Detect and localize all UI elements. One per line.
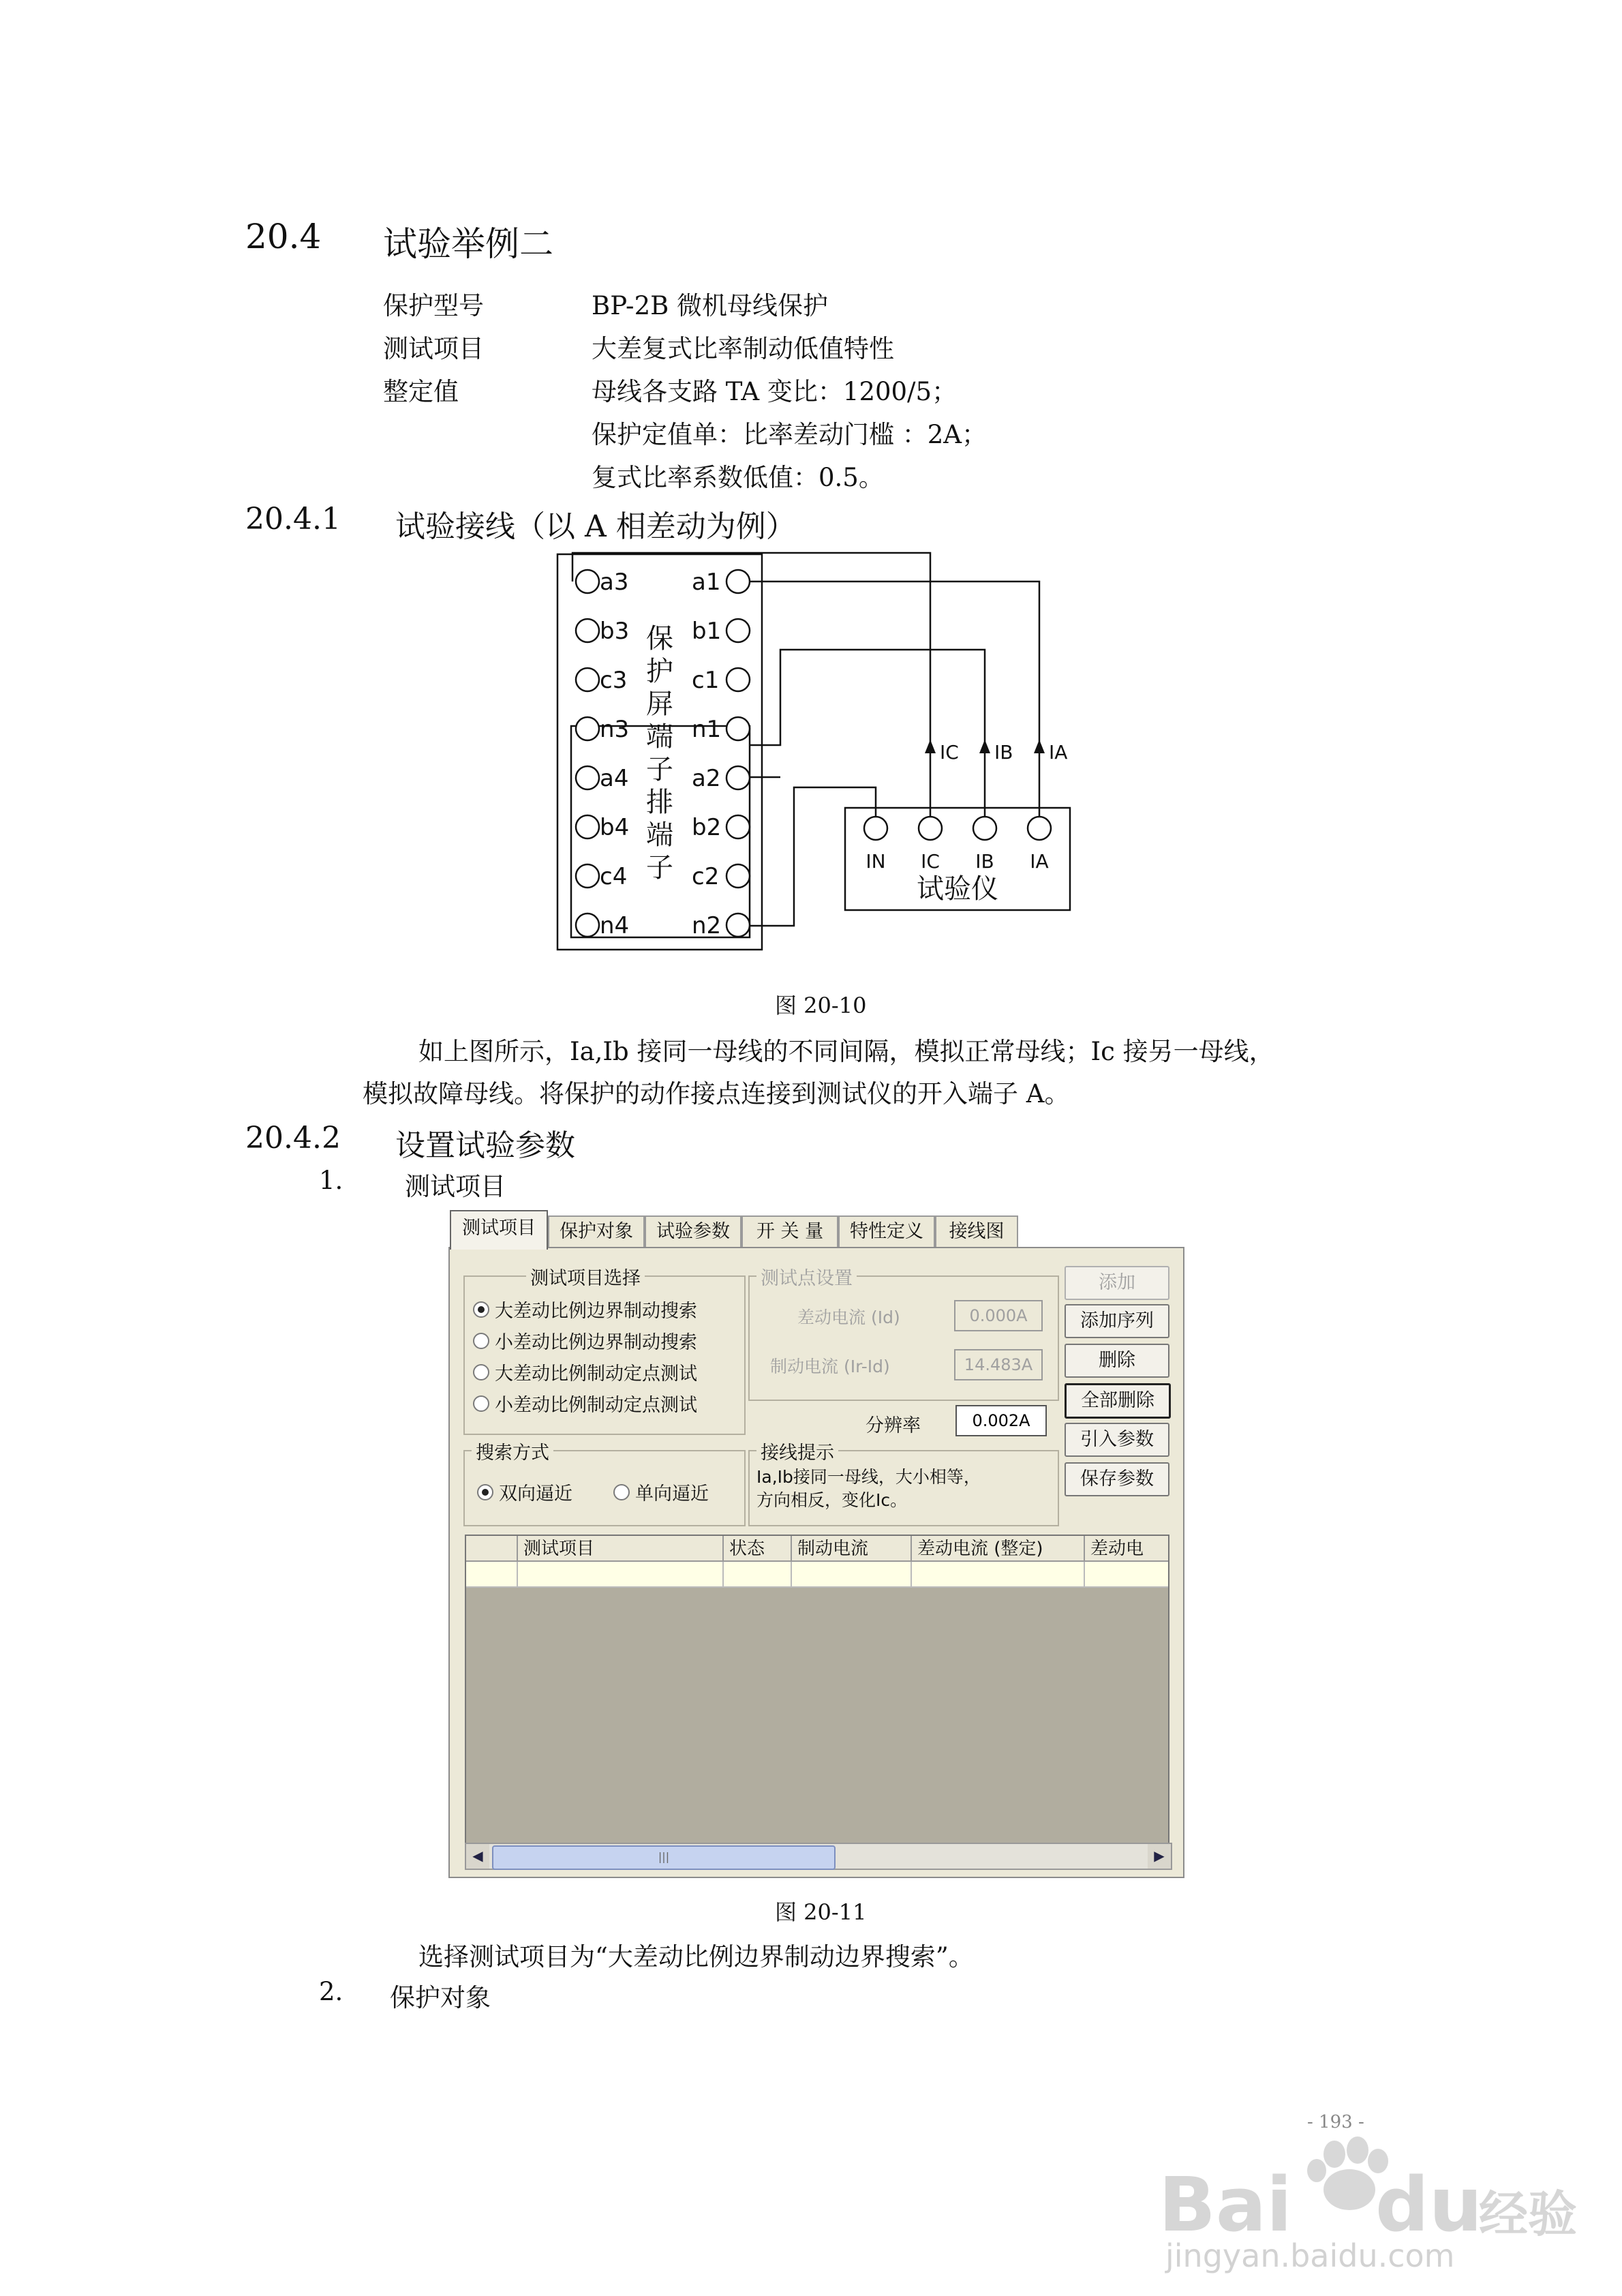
spec-setting-line1: 母线各支路 TA 变比：1200/5；: [592, 377, 958, 406]
add-button[interactable]: 添加: [1065, 1266, 1169, 1300]
diff-current-field[interactable]: 0.000A: [954, 1300, 1043, 1331]
subsection-2-title: 设置试验参数: [395, 1128, 575, 1163]
radio-small-diff-point[interactable]: [473, 1390, 697, 1417]
section-title: 试验举例二: [383, 224, 553, 264]
figure-caption-1: 图 20-10: [775, 993, 867, 1018]
table-row-cell[interactable]: [466, 1562, 518, 1588]
watermark-url: jingyan.baidu.com: [1165, 2237, 1455, 2274]
radio-dot: [473, 1333, 489, 1349]
resolution-field[interactable]: 0.002A: [955, 1405, 1047, 1436]
save-params-button[interactable]: 保存参数: [1065, 1462, 1169, 1496]
terminal-circle: [576, 913, 599, 937]
table-row-cell[interactable]: [1085, 1562, 1169, 1588]
restraint-current-field[interactable]: 14.483A: [954, 1349, 1043, 1380]
radio-label: 小差动比例边界制动搜索: [495, 1332, 697, 1353]
spec-model-label: 保护型号: [383, 291, 484, 320]
spec-setting-label: 整定值: [383, 377, 459, 406]
subsection-2-number: 20.4.2: [245, 1121, 341, 1155]
table-row-cell[interactable]: [518, 1562, 724, 1588]
terminal-circle: [726, 619, 750, 642]
resolution-label: 分辨率: [866, 1415, 921, 1436]
panel-label-char: 护: [646, 656, 673, 687]
radio-dot: [477, 1484, 493, 1500]
step-1-number: 1.: [319, 1166, 343, 1195]
column-header-restraint-current[interactable]: 制动电流: [792, 1536, 912, 1562]
terminal-label-right: a2: [692, 765, 721, 792]
tester-terminal-label: IA: [1030, 850, 1049, 873]
tester-terminal-circle: [1028, 817, 1051, 840]
scroll-left-icon[interactable]: ◀: [466, 1844, 489, 1869]
panel-label-char: 屏: [646, 689, 673, 720]
import-params-button[interactable]: 引入参数: [1065, 1423, 1169, 1457]
terminal-label-right: c2: [692, 863, 720, 890]
tester-terminal-label: IB: [975, 850, 994, 873]
test-item-group-title: 测试项目选择: [526, 1263, 645, 1290]
terminal-label-left: n3: [600, 716, 630, 743]
panel-label-char: 排: [646, 787, 673, 818]
tab-characteristic[interactable]: 特性定义: [838, 1215, 935, 1247]
watermark-brand-b: du: [1375, 2161, 1483, 2248]
radio-dot: [473, 1395, 489, 1412]
tester-terminal-circle: [864, 817, 887, 840]
add-sequence-button[interactable]: 添加序列: [1065, 1304, 1169, 1338]
terminal-circle: [576, 619, 599, 642]
radio-label: 小差动比例制动定点测试: [495, 1395, 697, 1416]
terminal-circle: [726, 913, 750, 937]
terminal-circle: [576, 668, 599, 691]
terminal-circle: [726, 570, 750, 593]
arrow-ib: [979, 740, 990, 753]
spec-item-value: 大差复式比率制动低值特性: [592, 334, 894, 363]
panel-label-char: 端: [646, 819, 673, 851]
paragraph-1-line1: 如上图所示，Ia,Ib 接同一母线的不同间隔，模拟正常母线；Ic 接另一母线，: [418, 1037, 1274, 1066]
current-arrow-label: IB: [994, 741, 1013, 764]
tester-terminal-circle: [973, 817, 996, 840]
paragraph-1-line2: 模拟故障母线。将保护的动作接点连接到测试仪的开入端子 A。: [363, 1079, 1070, 1108]
baidu-watermark: [1159, 2134, 1581, 2274]
current-arrow-label: IC: [940, 741, 959, 764]
watermark-brand-c: 经验: [1479, 2186, 1578, 2243]
radio-big-diff-point[interactable]: [473, 1359, 697, 1385]
figure-caption-2: 图 20-11: [775, 1899, 867, 1925]
wiring-hint-group: [748, 1442, 1059, 1526]
subsection-number: 20.4.1: [245, 502, 341, 537]
panel-label-char: 子: [646, 852, 673, 883]
terminal-circle: [576, 717, 599, 740]
arrow-ia: [1034, 740, 1045, 753]
delete-button[interactable]: 删除: [1065, 1344, 1169, 1378]
terminal-label-left: n4: [600, 912, 630, 939]
terminal-label-right: n1: [692, 716, 722, 743]
search-method-group: [463, 1442, 746, 1526]
column-header-test-item[interactable]: 测试项目: [518, 1536, 724, 1562]
radio-unidirectional[interactable]: [613, 1479, 709, 1505]
tester-terminal-circle: [919, 817, 942, 840]
tab-bar: [448, 1210, 1184, 1248]
radio-label: 单向逼近: [635, 1483, 709, 1505]
terminal-label-right: b1: [692, 618, 722, 645]
tester-terminal-label: IC: [921, 850, 940, 873]
terminal-circle: [726, 717, 750, 740]
terminal-circle: [576, 570, 599, 593]
terminal-circle: [576, 766, 599, 789]
terminal-circle: [726, 766, 750, 789]
arrow-ic: [925, 740, 936, 753]
table-row-cell[interactable]: [724, 1562, 792, 1588]
tab-panel: [448, 1247, 1184, 1878]
watermark-brand-a: Bai: [1159, 2161, 1292, 2248]
spec-item-label: 测试项目: [383, 334, 484, 363]
current-arrow-label: IA: [1049, 741, 1068, 764]
terminal-circle: [726, 864, 750, 888]
radio-small-diff-search[interactable]: [473, 1327, 697, 1354]
radio-bidirectional[interactable]: [477, 1479, 572, 1505]
test-point-group: [748, 1268, 1059, 1401]
spec-setting-line2: 保护定值单：比率差动门槛 ：2A；: [592, 420, 988, 449]
radio-big-diff-search[interactable]: [473, 1296, 697, 1323]
radio-label: 大差动比例制动定点测试: [495, 1363, 697, 1385]
column-header-diff-current-set[interactable]: 差动电流 (整定): [912, 1536, 1085, 1562]
terminal-label-left: b4: [600, 814, 630, 841]
tab-test-params[interactable]: 试验参数: [645, 1215, 741, 1247]
wiring-svg: [545, 542, 1090, 965]
diff-current-label: 差动电流 (Id): [797, 1308, 900, 1327]
restraint-current-label: 制动电流 (Ir-Id): [770, 1357, 890, 1376]
terminal-label-left: c3: [600, 667, 628, 694]
delete-all-button[interactable]: 全部删除: [1065, 1383, 1171, 1419]
table-row-cell[interactable]: [792, 1562, 912, 1588]
test-point-group-title: 测试点设置: [756, 1263, 857, 1290]
radio-dot: [473, 1364, 489, 1380]
terminal-label-right: a1: [692, 569, 721, 596]
panel-label-char: 子: [646, 754, 673, 785]
step-2-label: 保护对象: [390, 1983, 491, 2012]
step-2-number: 2.: [319, 1977, 343, 2006]
spec-setting-line3: 复式比率系数低值：0.5。: [592, 463, 884, 492]
column-header-status[interactable]: 状态: [724, 1536, 792, 1562]
page-number: - 193 -: [1307, 2112, 1364, 2132]
test-list-grid[interactable]: [465, 1535, 1169, 1844]
tab-switch-io[interactable]: 开 关 量: [741, 1215, 838, 1247]
terminal-circle: [576, 864, 599, 888]
radio-label: 双向逼近: [499, 1483, 572, 1505]
tab-test-item[interactable]: 测试项目: [450, 1210, 548, 1250]
wiring-hint-line1: Ia,Ib接同一母线，大小相等，: [756, 1467, 981, 1487]
column-header-diff-current[interactable]: 差动电: [1085, 1536, 1169, 1562]
terminal-label-right: b2: [692, 814, 722, 841]
tester-terminal-label: IN: [866, 850, 886, 873]
terminal-label-left: a3: [600, 569, 629, 596]
radio-dot: [473, 1301, 489, 1318]
tab-protection-object[interactable]: 保护对象: [548, 1215, 645, 1247]
spec-model-value: BP-2B 微机母线保护: [592, 291, 829, 320]
terminal-label-left: c4: [600, 863, 628, 890]
panel-label-char: 端: [646, 721, 673, 753]
terminal-circle: [726, 668, 750, 691]
wiring-hint-title: 接线提示: [756, 1438, 838, 1464]
step-1-label: 测试项目: [405, 1172, 506, 1201]
tab-wiring[interactable]: 接线图: [935, 1215, 1018, 1247]
scroll-thumb[interactable]: |||: [492, 1845, 836, 1870]
terminal-label-left: b3: [600, 618, 630, 645]
wire-n1-ib: [750, 650, 985, 825]
test-item-group: [463, 1268, 746, 1435]
table-row-cell[interactable]: [912, 1562, 1085, 1588]
radio-dot: [613, 1484, 630, 1500]
terminal-label-right: c1: [692, 667, 720, 694]
terminal-label-right: n2: [692, 912, 722, 939]
terminal-circle: [726, 815, 750, 839]
wiring-diagram: [545, 542, 1090, 965]
section-number: 20.4: [245, 217, 322, 256]
paragraph-2: 选择测试项目为“大差动比例边界制动边界搜索”。: [418, 1942, 974, 1972]
column-header-index[interactable]: [466, 1536, 518, 1562]
search-method-title: 搜索方式: [472, 1438, 553, 1464]
panel-label-char: 保: [646, 623, 673, 654]
horizontal-scrollbar[interactable]: [465, 1843, 1172, 1870]
radio-label: 大差动比例边界制动搜索: [495, 1301, 697, 1322]
subsection-title: 试验接线（以 A 相差动为例）: [395, 509, 796, 544]
scroll-right-icon[interactable]: ▶: [1148, 1844, 1171, 1869]
terminal-circle: [576, 815, 599, 839]
test-software-window: [448, 1210, 1184, 1878]
wiring-hint-line2: 方向相反，变化Ic。: [756, 1490, 908, 1510]
terminal-label-left: a4: [600, 765, 629, 792]
tester-label: 试验仪: [917, 873, 998, 905]
